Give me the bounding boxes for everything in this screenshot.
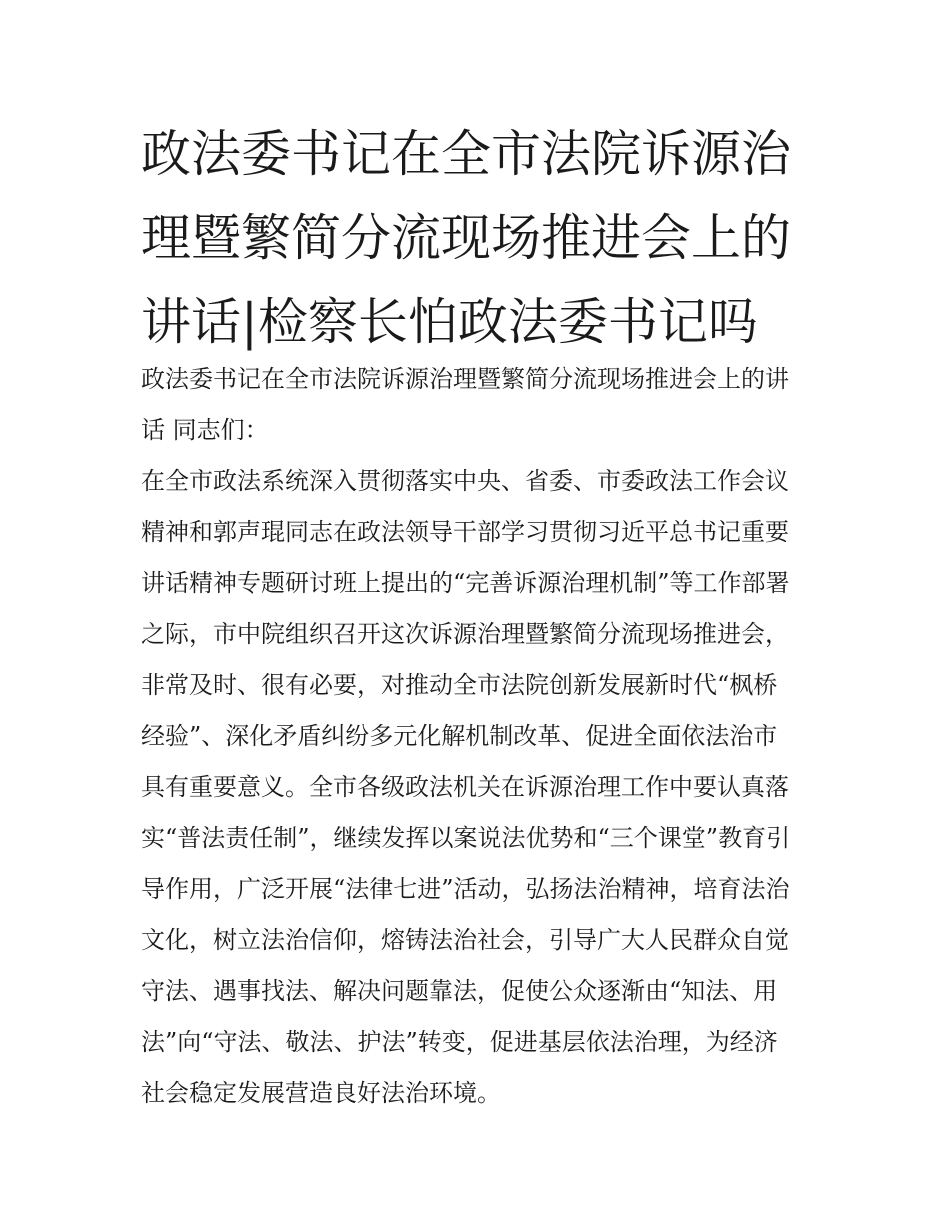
body-line: 讲话精神专题研讨班上提出的“完善诉源治理机制”等工作部署	[141, 569, 790, 597]
body-line: 实“普法责任制”，继续发挥以案说法优势和“三个课堂”教育引	[141, 824, 791, 852]
title-line: 政法委书记在全市法院诉源治	[141, 125, 791, 183]
body-line: 导作用，广泛开展“法律七进”活动，弘扬法治精神，培育法治	[141, 875, 790, 903]
body-line: 精神和郭声琨同志在政法领导干部学习贯彻习近平总书记重要	[141, 518, 789, 546]
body-line: 文化，树立法治信仰，熔铸法治社会，引导广大人民群众自觉	[141, 926, 789, 954]
document-title	[141, 112, 821, 364]
body-line: 守法、遇事找法、解决问题靠法，促使公众逐渐由“知法、用	[141, 977, 778, 1005]
body-line: 社会稳定发展营造良好法治环境。	[141, 1079, 501, 1107]
body-line: 在全市政法系统深入贯彻落实中央、省委、市委政法工作会议	[141, 467, 789, 495]
body-line: 经验”、深化矛盾纠纷多元化解机制改革、促进全面依法治市	[141, 722, 778, 750]
body-line: 政法委书记在全市法院诉源治理暨繁简分流现场推进会上的讲	[141, 365, 789, 393]
title-line: 讲话|检察长怕政法委书记吗	[141, 293, 758, 351]
body-line: 之际，市中院组织召开这次诉源治理暨繁简分流现场推进会，	[141, 620, 789, 648]
body-line: 具有重要意义。全市各级政法机关在诉源治理工作中要认真落	[141, 773, 789, 801]
body-line: 话 同志们：	[141, 416, 269, 444]
document-body	[141, 354, 831, 1119]
body-line: 非常及时、很有必要，对推动全市法院创新发展新时代“枫桥	[141, 671, 778, 699]
body-line: 法”向“守法、敬法、护法”转变，促进基层依法治理，为经济	[141, 1028, 778, 1056]
title-line: 理暨繁简分流现场推进会上的	[141, 209, 791, 267]
